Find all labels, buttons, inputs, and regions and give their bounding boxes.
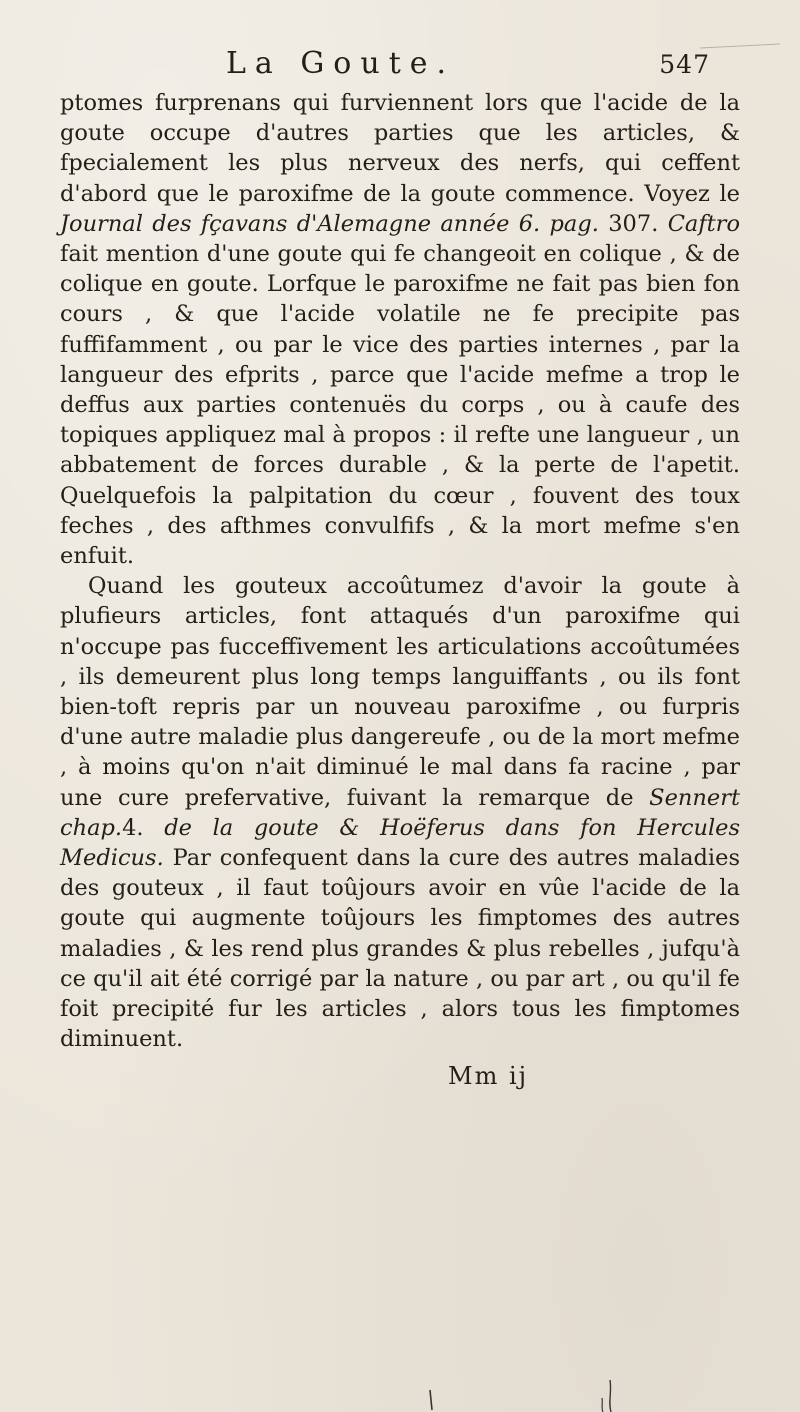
ink-tick-mark-2 bbox=[602, 1398, 603, 1412]
ink-tick-mark bbox=[430, 1390, 432, 1410]
ink-stroke-mark bbox=[610, 1380, 611, 1412]
paragraph-1-text-c: fait mention d'une goute qui fe changeoit en colique , & de colique en goute. Lorfque le paroxifme ne fait pas bien fon cours , & que l'acide volatile ne fe precipite pas fuffifamment , ou par le vice des parties internes , par la langueur des efprits , parce que l'acide mefme a trop le deffus aux parties contenuës du corps , ou à caufe des topiques appliquez mal à propos : il refte une langueur , un abbatement de forces durable , & la perte de l'apetit. Quelquefois la palpitation du cœur , fouvent des toux feches , des afthmes convulfifs , & la mort mefme s'en enfuit. bbox=[60, 241, 740, 570]
catchword-signature: Mm ij bbox=[448, 1062, 529, 1090]
paragraph-2-text-a: Quand les gouteux accoûtumez d'avoir la goute à plufieurs articles, font attaqués d'un paroxifme qui n'occupe pas fucceffivement les articulations accoûtumées , ils demeurent plus long temps languiffants , ou ils font bien-toft repris par un nouveau paroxifme , ou furpris d'une autre maladie plus dangereufe , ou de la mort mefme , à moins qu'on n'ait diminué le mal dans fa racine , par une cure prefervative, fuivant la remarque de bbox=[60, 573, 740, 811]
paragraph-1-text-b: 307. bbox=[598, 210, 668, 237]
citation-sennert: Sennert chap. bbox=[60, 784, 740, 841]
author-name-castro: Caftro bbox=[667, 210, 740, 237]
page-header bbox=[226, 46, 726, 90]
paragraph-2-text-c: Par confequent dans la cure des autres maladies des gouteux , il faut toûjours avoir en vûe l'acide de la goute qui augmente toûjours les fimptomes des autres maladies , & les rend plus grandes & plus rebelles , jufqu'à ce qu'il ait été corrigé par la nature , ou par art , ou qu'il fe foit precipité fur les articles , alors tous les fimptomes diminuent. bbox=[60, 845, 740, 1053]
paragraph-2 bbox=[60, 571, 740, 1054]
paragraph-2-text-b: 4. bbox=[122, 814, 165, 841]
paragraph-1-text-a: ptomes furprenans qui furviennent lors que l'acide de la goute occupe d'autres parties que les articles, & fpecialement les plus nerveux des nerfs, qui ceffent d'abord que le paroxifme de la goute commence. Voyez le bbox=[60, 90, 740, 207]
paragraph-1 bbox=[60, 88, 740, 571]
body-text bbox=[60, 88, 740, 1055]
running-title: La Goute. bbox=[226, 46, 456, 81]
page-number: 547 bbox=[659, 50, 710, 79]
citation-journal: Journal des fçavans d'Alemagne année 6. pag. bbox=[60, 210, 599, 237]
citation-hoeferus: de la goute & Hoëferus dans fon Hercules Medicus. bbox=[60, 814, 740, 872]
